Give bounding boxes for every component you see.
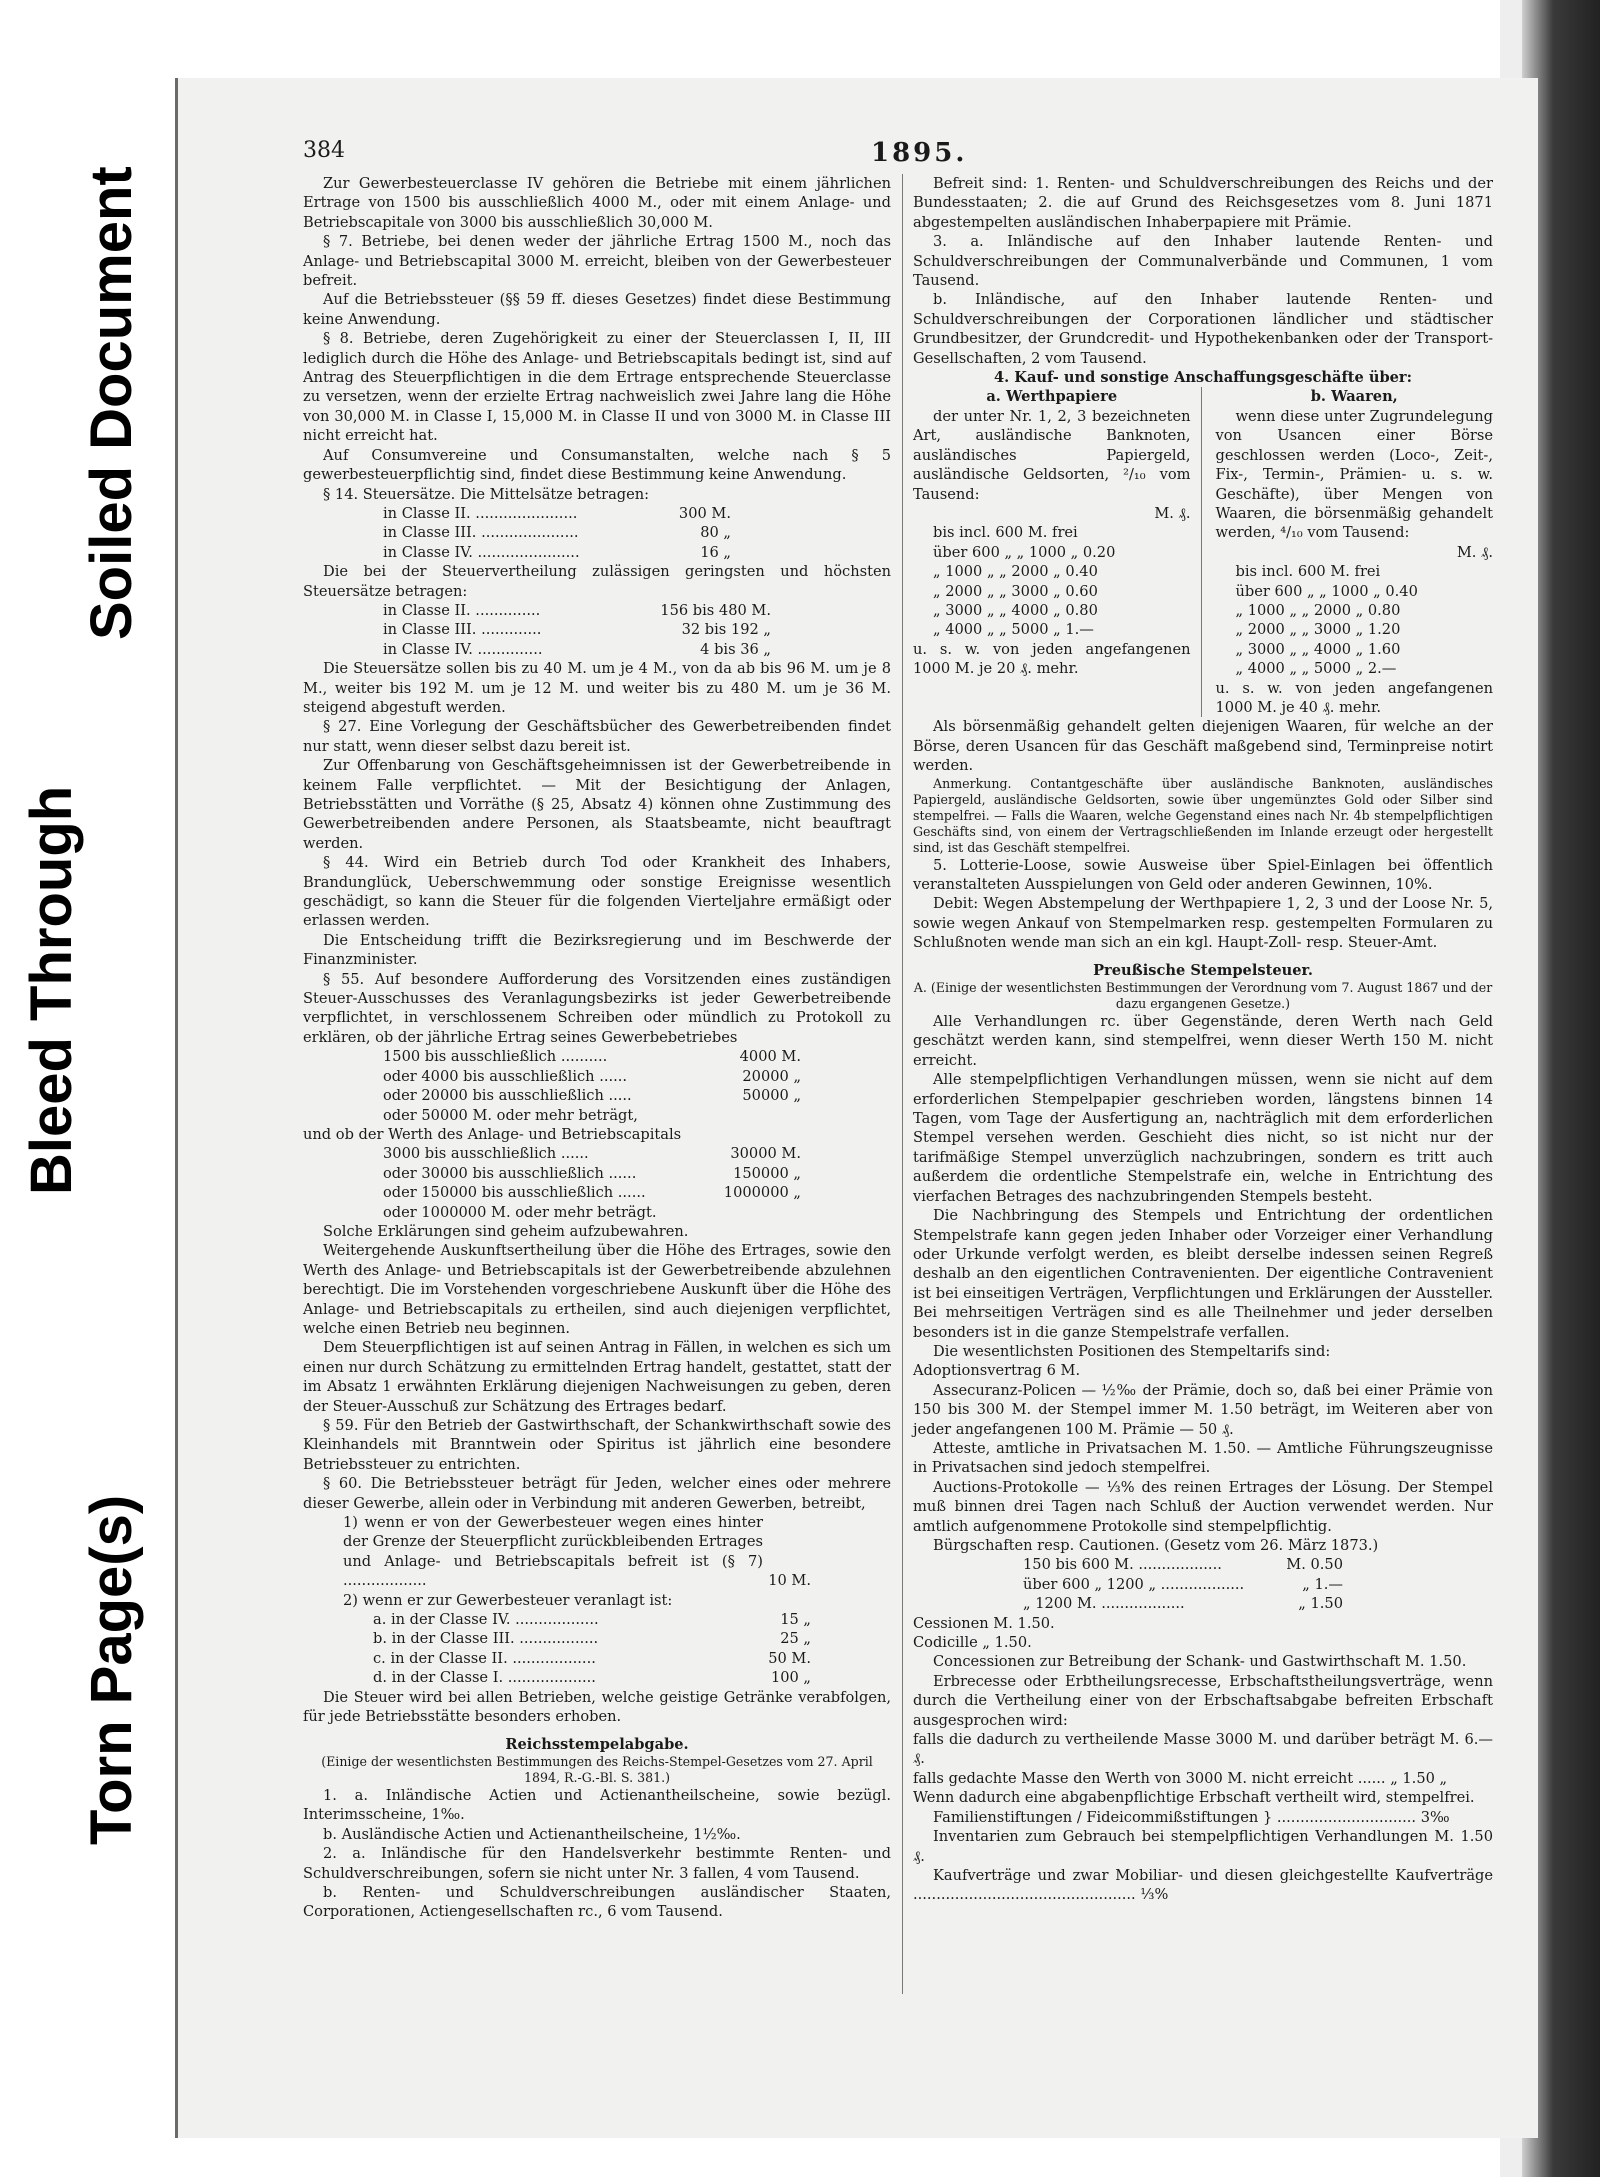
tarif-item: Concessionen zur Betreibung der Schank- und Gastwirthschaft M. 1.50. [933,1653,1467,1671]
table-row [383,1203,891,1222]
paragraph: Weitergehende Auskunftsertheilung über die Höhe des Ertrages, sowie den Werth des Anlage- und Betriebscapitals ist der Gewerbetreibende abzulehnen berechtigt. Die im Vorstehenden vorgeschriebene Auskunft über die Höhe des Anlage- und Betriebscapitals zu ertheilen, sind auch diejenigen verpflichtet, welche einen Betrieb neu beginnen. [303,1242,891,1337]
tarif-item: Cessionen M. 1.50. [913,1614,1055,1632]
werthpapiere-column [913,387,1202,717]
row-label: in Classe III. ..................... [383,524,579,542]
row-value: 30000 M. [730,1145,801,1163]
row-label: d. in der Classe I. ................... [373,1669,596,1687]
row-label: 1500 bis ausschließlich .......... [383,1048,608,1066]
table-row [383,523,891,542]
row-label: oder 1000000 M. oder mehr beträgt. [383,1203,657,1221]
row-value: 156 bis 480 M. [660,601,771,619]
paragraph: Die Entscheidung trifft die Bezirksregierung und im Beschwerde der Finanzminister. [303,931,891,969]
row-label: in Classe II. .............. [383,601,541,619]
paragraph: der unter Nr. 1, 2, 3 bezeichneten Art, ausländische Banknoten, ausländisches Papiergeld, ausländische Geldsorten, ²/₁₀ vom Tausend: [913,407,1191,503]
row-value: 4000 M. [739,1048,801,1066]
paragraph: § 8. Betriebe, deren Zugehörigkeit zu einer der Steuerclassen I, II, III lediglich durch die Höhe des Anlage- und Betriebscapitals bedingt ist, sind auf Antrag des Steuerpflichtigen in die dem Ertrage entsprechende Steuerclasse zu versetzen, wenn der erzielte Ertrag nachweislich zwei Jahre lang die Höhe von 30,000 M. in Classe I, 15,000 M. in Classe II und von 3000 M. in Classe III nicht erreicht hat. [303,330,891,445]
footer-note: u. s. w. von jeden angefangenen 1000 M. je 20 ₰. mehr. [913,640,1191,678]
page-number: 384 [303,138,345,163]
paragraph: § 59. Für den Betrieb der Gastwirthschaft, der Schankwirthschaft sowie des Kleinhandels mit Branntwein oder Spiritus ist jährlich eine besondere Betriebssteuer zu entrichten. [303,1417,891,1473]
row-value: 32 bis 192 „ [681,621,771,639]
row-value: 150000 „ [733,1164,801,1182]
row-value: 50 M. [768,1649,811,1667]
row-value: 50000 „ [742,1087,801,1105]
steuersaetze-table [303,601,891,659]
watermark-labels [0,0,175,2177]
paragraph: Zur Offenbarung von Geschäftsgeheimnissen ist der Gewerbetreibende in keinem Falle verpflichtet. — Mit der Besichtigung der Anlagen, Betriebsstätten und Vorräthe (§ 25, Absatz 4) können ohne Zustimmung des Gewerbetreibenden andere Personen, als Staatsbeamte, nicht beauftragt werden. [303,757,891,852]
row-value: 15 „ [780,1611,811,1629]
soiled-document-label: Soiled Document [79,166,144,640]
paragraph: Zur Gewerbesteuerclasse IV gehören die Betriebe mit einem jährlichen Ertrage von 1500 bis ausschließlich 4000 M., oder mit einem Anlage- und Betriebscapitale von 3000 bis ausschließlich 30,000 M. [303,175,891,231]
paragraph: und ob der Werth des Anlage- und Betriebscapitals [303,1125,682,1143]
table-row: „ 1000 „ „ 2000 „ 0.40 [933,563,1098,581]
subheading: b. Waaren, [1310,388,1398,406]
paragraph: Die bei der Steuervertheilung zulässigen geringsten und höchsten Steuersätze betragen: [303,563,891,600]
table-row: „ 1000 „ „ 2000 „ 0.80 [1235,601,1401,619]
tarif-item: Codicille „ 1.50. [913,1634,1032,1652]
row-label: in Classe IV. .............. [383,640,543,658]
row-value: 16 „ [700,543,731,561]
rate-table [913,523,1191,639]
row-value: 20000 „ [742,1067,801,1085]
annotation-note: Anmerkung. Contantgeschäfte über ausländische Banknoten, ausländisches Papiergeld, ausländische Geldsorten, sowie über ungemünztes Gold oder Silber sind stempelfrei. — Falls die Waaren, welche Gegenstand eines nach Nr. 4b stempelpflichtigen Geschäfts sind, von einem der Vertragschließenden im Inlande erzeugt oder hergestellt sind, ist das Geschäft stempelfrei. [913,775,1493,855]
list-item: 1. a. Inländische Actien und Actienantheilscheine, sowie bezügl. Interimsscheine, 1‰. [303,1786,891,1824]
tarif-item: Familienstiftungen / Fideicommißstiftungen } .............................. 3‰ [933,1808,1450,1826]
paragraph: 3. a. Inländische auf den Inhaber lautende Renten- und Schuldverschreibungen der Communalverbände und Communen, 1 vom Tausend. [913,233,1493,290]
tarif-item: Wenn dadurch eine abgabenpflichtige Erbschaft vertheilt wird, stempelfrei. [913,1789,1475,1807]
paragraph: § 44. Wird ein Betrieb durch Tod oder Krankheit des Inhabers, Brandunglück, Ueberschwemmung oder sonstige Ereignisse wesentlich geschädigt, so kann die Steuer für die folgenden Vierteljahre ermäßigt oder erlassen werden. [303,854,891,930]
paragraph: Befreit sind: 1. Renten- und Schuldverschreibungen des Reichs und der Bundesstaaten; 2. die auf Grund des Reichsgesetzes vom 8. Juni 1871 abgestempelten ausländischen Inhaberpapiere mit Prämie. [913,175,1493,231]
mittelsaetze-table [303,504,891,562]
row-value: 100 „ [770,1669,811,1687]
betriebssteuer-table [303,1513,891,1688]
paragraph: b. Inländische, auf den Inhaber lautende Renten- und Schuldverschreibungen der Corporationen ländlicher und städtischer Grundbesitzer, der Grundcredit- und Hypothekenbanken oder der Transport-Gesellschaften, 2 vom Tausend. [913,291,1493,367]
paragraph: Alle Verhandlungen rc. über Gegenstände, deren Werth nach Geld geschätzt werden kann, sind stempelfrei, wenn dieser Werth 150 M. nicht erreicht. [913,1013,1493,1069]
row-label: 3000 bis ausschließlich ...... [383,1145,589,1163]
paragraph: § 14. Steuersätze. Die Mittelsätze betragen: [323,485,650,503]
table-row: „ 2000 „ „ 3000 „ 0.60 [933,582,1098,600]
right-column [913,174,1493,1905]
paragraph: Als börsenmäßig gehandelt gelten diejenigen Waaren, für welche an der Börse, deren Usancen für das Geschäft maßgebend sind, Terminpreise notirt werden. [913,718,1493,775]
tarif-item: Kaufverträge und zwar Mobiliar- und diesen gleichgestellte Kaufverträge ................................................ ⅓% [913,1866,1493,1904]
tarif-item: falls die dadurch zu vertheilende Masse 3000 M. und darüber beträgt M. 6.— ₰. [913,1731,1493,1768]
tarif-item: Assecuranz-Policen — ½‰ der Prämie, doch so, daß bei einer Prämie von 150 bis 300 M. der Stempel immer M. 1.50 beträgt, im Weiteren aber von jeder angefangenen 100 M. Prämie — 50 ₰. [913,1381,1493,1438]
table-row [1023,1575,1493,1594]
section-heading: Reichsstempelabgabe. [505,1735,689,1753]
table-row [383,1086,891,1105]
paragraph: Die Nachbringung des Stempels und Entrichtung der ordentlichen Stempelstrafe kann gegen jeden Inhaber oder Vorzeiger einer Verhandlung oder Urkunde verfolgt werden, es bleibt derselbe indessen seinen Regreß deshalb an den eigentlichen Contravenienten. Der eigentliche Contravenient ist bei einseitigen Verträgen, Verpflichtungen und Erklärungen der Aussteller. Bei mehrseitigen Verträgen sind es alle Theilnehmer und jeder derselben besonders ist in die ganze Stempelstrafe verfallen. [913,1207,1493,1341]
table-row: über 600 „ „ 1000 „ 0.40 [1235,582,1418,600]
row-label: b. in der Classe III. ................. [373,1630,599,1648]
row-label: oder 4000 bis ausschließlich ...... [383,1067,628,1085]
tarif-item: Atteste, amtliche in Privatsachen M. 1.50. — Amtliche Führungszeugnisse in Privatsachen sind jedoch stempelfrei. [913,1439,1493,1477]
table-row [383,601,891,620]
table-row: „ 2000 „ „ 3000 „ 1.20 [1235,621,1401,639]
table-row [383,1164,891,1183]
paragraph: § 60. Die Betriebssteuer beträgt für Jeden, welcher eines oder mehrere dieser Gewerbe, allein oder in Verbindung mit anderen Gewerben, betreibt, [303,1475,891,1512]
row-label: 2) wenn er zur Gewerbesteuer veranlagt ist: [343,1591,673,1609]
bleed-through-label: Bleed Through [19,785,84,1195]
footer-note: u. s. w. von jeden angefangenen 1000 M. je 40 ₰. mehr. [1215,679,1493,716]
scanned-page [175,78,1538,2138]
table-row: „ 4000 „ „ 5000 „ 1.— [933,621,1094,639]
page-content [303,138,1493,1998]
section-heading: Preußische Stempelsteuer. [1093,961,1313,979]
row-value: 4 bis 36 „ [700,640,771,658]
paragraph: § 27. Eine Vorlegung der Geschäftsbücher des Gewerbetreibenden findet nur statt, wenn dieser selbst dazu bereit ist. [303,718,891,755]
paragraph: Die wesentlichsten Positionen des Stempeltarifs sind: [933,1342,1331,1360]
torn-pages-label: Torn Page(s) [79,1494,144,1845]
table-row [383,1183,891,1202]
row-value: 1000000 „ [723,1184,801,1202]
tarif-item: Bürgschaften resp. Cautionen. (Gesetz vom 26. März 1873.) [933,1537,1379,1554]
row-label: in Classe II. ...................... [383,504,578,522]
table-row [1023,1555,1493,1574]
paragraph: Die Steuersätze sollen bis zu 40 M. um je 4 M., von da ab bis 96 M. um je 8 M., weiter bis 192 M. um je 12 M. und weiter bis zu 480 M. um je 36 M. steigend abgestuft werden. [303,660,891,716]
row-value: 300 M. [678,504,731,522]
paragraph: Dem Steuerpflichtigen ist auf seinen Antrag in Fällen, in welchen es sich um einen nur durch Schätzung zu ermittelnden Ertrag handelt, gestattet, statt der im Absatz 1 erwähnten Erklärung diejenigen Nachweisungen zu geben, deren der Steuer-Ausschuß zur Schätzung des Ertrages bedarf. [303,1339,891,1415]
row-label: über 600 „ 1200 „ .................. [1023,1575,1245,1593]
table-row [343,1668,891,1687]
row-value: „ 1.— [1302,1575,1343,1593]
section-heading: 4. Kauf- und sonstige Anschaffungsgeschäfte über: [993,369,1413,387]
section-subheading: A. (Einige der wesentlichsten Bestimmungen der Verordnung vom 7. August 1867 und der dazu ergangenen Gesetze.) [913,980,1493,1012]
table-row [383,620,891,639]
table-row [343,1513,891,1591]
table-row [383,640,891,659]
row-label: c. in der Classe II. .................. [373,1649,596,1667]
table-row: „ 3000 „ „ 4000 „ 1.60 [1235,640,1401,658]
table-row [383,543,891,562]
waaren-column [1216,387,1494,717]
row-value: „ 1.50 [1298,1595,1343,1613]
row-label: a. in der Classe IV. .................. [373,1611,599,1629]
table-row [383,1047,891,1066]
left-column [303,174,891,1922]
row-label: oder 50000 M. oder mehr beträgt, [383,1106,638,1124]
tarif-item: Adoptionsvertrag 6 M. [913,1362,1081,1380]
paragraph: Auf die Betriebssteuer (§§ 59 ff. dieses Gesetzes) findet diese Bestimmung keine Anwendung. [303,291,891,328]
section-subheading: (Einige der wesentlichsten Bestimmungen des Reichs-Stempel-Gesetzes vom 27. April 1894, R.-G.-Bl. S. 381.) [321,1753,873,1785]
tarif-item: Inventarien zum Gebrauch bei stempelpflichtigen Verhandlungen M. 1.50 ₰. [913,1828,1493,1865]
row-value: 80 „ [700,524,731,542]
row-value: 10 M. [768,1572,811,1590]
row-value: 25 „ [780,1630,811,1648]
row-label: in Classe IV. ...................... [383,543,580,561]
row-value: M. 0.50 [1286,1556,1343,1574]
unit-label: M. ₰. [1154,504,1191,522]
table-row [383,504,891,523]
paragraph: wenn diese unter Zugrundelegung von Usancen einer Börse geschlossen werden (Loco-, Zeit-, Fix-, Termin-, Prämien- u. s. w. Geschäfte), über Mengen von Waaren, die börsenmäßig gehandelt werden, ⁴/₁₀ vom Tausend: [1215,407,1493,542]
row-label: 1) wenn er von der Gewerbesteuer wegen eines hinter der Grenze der Steuerpflicht zurückbleibenden Ertrages und Anlage- und Betriebscapitals befreit ist (§ 7) .................. [343,1514,763,1590]
row-label: in Classe III. ............. [383,621,542,639]
row-label: „ 1200 M. .................. [1023,1595,1185,1613]
row-label: oder 30000 bis ausschließlich ...... [383,1164,637,1182]
row-label: oder 20000 bis ausschließlich ..... [383,1087,632,1105]
paragraph: 5. Lotterie-Loose, sowie Ausweise über Spiel-Einlagen bei öffentlich veranstalteten Ausspielungen von Geld oder anderen Gewinnen, 10%. [913,856,1493,893]
ertrag-table [303,1047,891,1125]
list-item: b. Renten- und Schuldverschreibungen ausländischer Staaten, Corporationen, Actiengesellschaften rc., 6 vom Tausend. [303,1883,891,1921]
table-row [1023,1594,1493,1613]
table-row: „ 3000 „ „ 4000 „ 0.80 [933,601,1098,619]
rate-table [1216,562,1494,678]
list-item: 2. a. Inländische für den Handelsverkehr bestimmte Renten- und Schuldverschreibungen, sofern sie nicht unter Nr. 3 fallen, 4 vom Tausend. [303,1845,891,1882]
table-row: „ 4000 „ „ 5000 „ 2.— [1235,660,1397,678]
table-row [343,1610,891,1629]
page-header [303,138,1493,174]
unit-label: M. ₰. [1456,543,1493,561]
paragraph: Auf Consumvereine und Consumanstalten, welche nach § 5 gewerbesteuerpflichtig sind, findet diese Bestimmung keine Anwendung. [303,446,891,484]
buergschaft-table [913,1555,1493,1613]
paragraph: Die Steuer wird bei allen Betrieben, welche geistige Getränke verabfolgen, für jede Betriebsstätte besonders erhoben. [303,1688,891,1726]
row-label: 150 bis 600 M. .................. [1023,1556,1222,1574]
table-row [343,1629,891,1648]
kapital-table [303,1144,891,1222]
table-row [383,1067,891,1086]
table-row: über 600 „ „ 1000 „ 0.20 [933,543,1116,561]
table-row [383,1144,891,1163]
paragraph: § 7. Betriebe, bei denen weder der jährliche Ertrag 1500 M., noch das Anlage- und Betriebscapital 3000 M. erreicht, bleiben von der Gewerbesteuer befreit. [303,233,891,290]
table-row: bis incl. 600 M. frei [933,524,1078,542]
row-label: oder 150000 bis ausschließlich ...... [383,1184,646,1202]
paragraph: § 55. Auf besondere Aufforderung des Vorsitzenden eines zuständigen Steuer-Ausschusses des Veranlagungsbezirks ist jeder Gewerbetreibende verpflichtet, in verschlossenem Schreiben oder mündlich zu Protokoll zu erklären, ob der jährliche Ertrag seines Gewerbebetriebes [303,970,891,1046]
tarif-item: falls gedachte Masse den Werth von 3000 M. nicht erreicht ...... „ 1.50 „ [913,1769,1448,1787]
list-item: b. Ausländische Actien und Actienantheilscheine, 1½‰. [323,1825,741,1843]
paragraph: Solche Erklärungen sind geheim aufzubewahren. [323,1222,689,1240]
tarif-item: Erbrecesse oder Erbtheilungsrecesse, Erbschaftstheilungsverträge, wenn durch die Vertheilung einer von der Erbschaftsabgabe befreiten Erbschaft ausgesprochen wird: [913,1672,1493,1729]
table-row [343,1591,891,1610]
column-divider [902,174,903,1994]
year-heading: 1895. [871,138,968,168]
tarif-item: Auctions-Protokolle — ⅓% des reinen Ertrages der Lösung. Der Stempel muß binnen drei Tagen nach Schluß der Auction verwendet werden. Nur amtlich aufgenommene Protokolle sind stempelpflichtig. [913,1478,1493,1535]
kauf-subcolumns [913,387,1493,717]
table-row [383,1106,891,1125]
paragraph: Alle stempelpflichtigen Verhandlungen müssen, wenn sie nicht auf dem erforderlichen Stempelpapier geschrieben worden, längstens binnen 14 Tagen, vom Tage der Ausfertigung an, nachträglich mit dem erforderlichen Stempel versehen werden. Geschieht dies nicht, so ist nicht nur der tarifmäßige Stempel unverzüglich nachzubringen, sondern es tritt auch außerdem die ordentliche Stempelstrafe ein, welche in Entrichtung des vierfachen Betrages des nachzubringenden Stempels besteht. [913,1071,1493,1205]
table-row: bis incl. 600 M. frei [1235,563,1381,581]
subheading: a. Werthpapiere [986,388,1118,406]
paragraph: Debit: Wegen Abstempelung der Werthpapiere 1, 2, 3 und der Loose Nr. 5, sowie wegen Ankauf von Stempelmarken resp. gestempelten Formularen zu Schlußnoten wende man sich an ein kgl. Haupt-Zoll- resp. Steuer-Amt. [913,895,1493,952]
table-row [343,1649,891,1668]
